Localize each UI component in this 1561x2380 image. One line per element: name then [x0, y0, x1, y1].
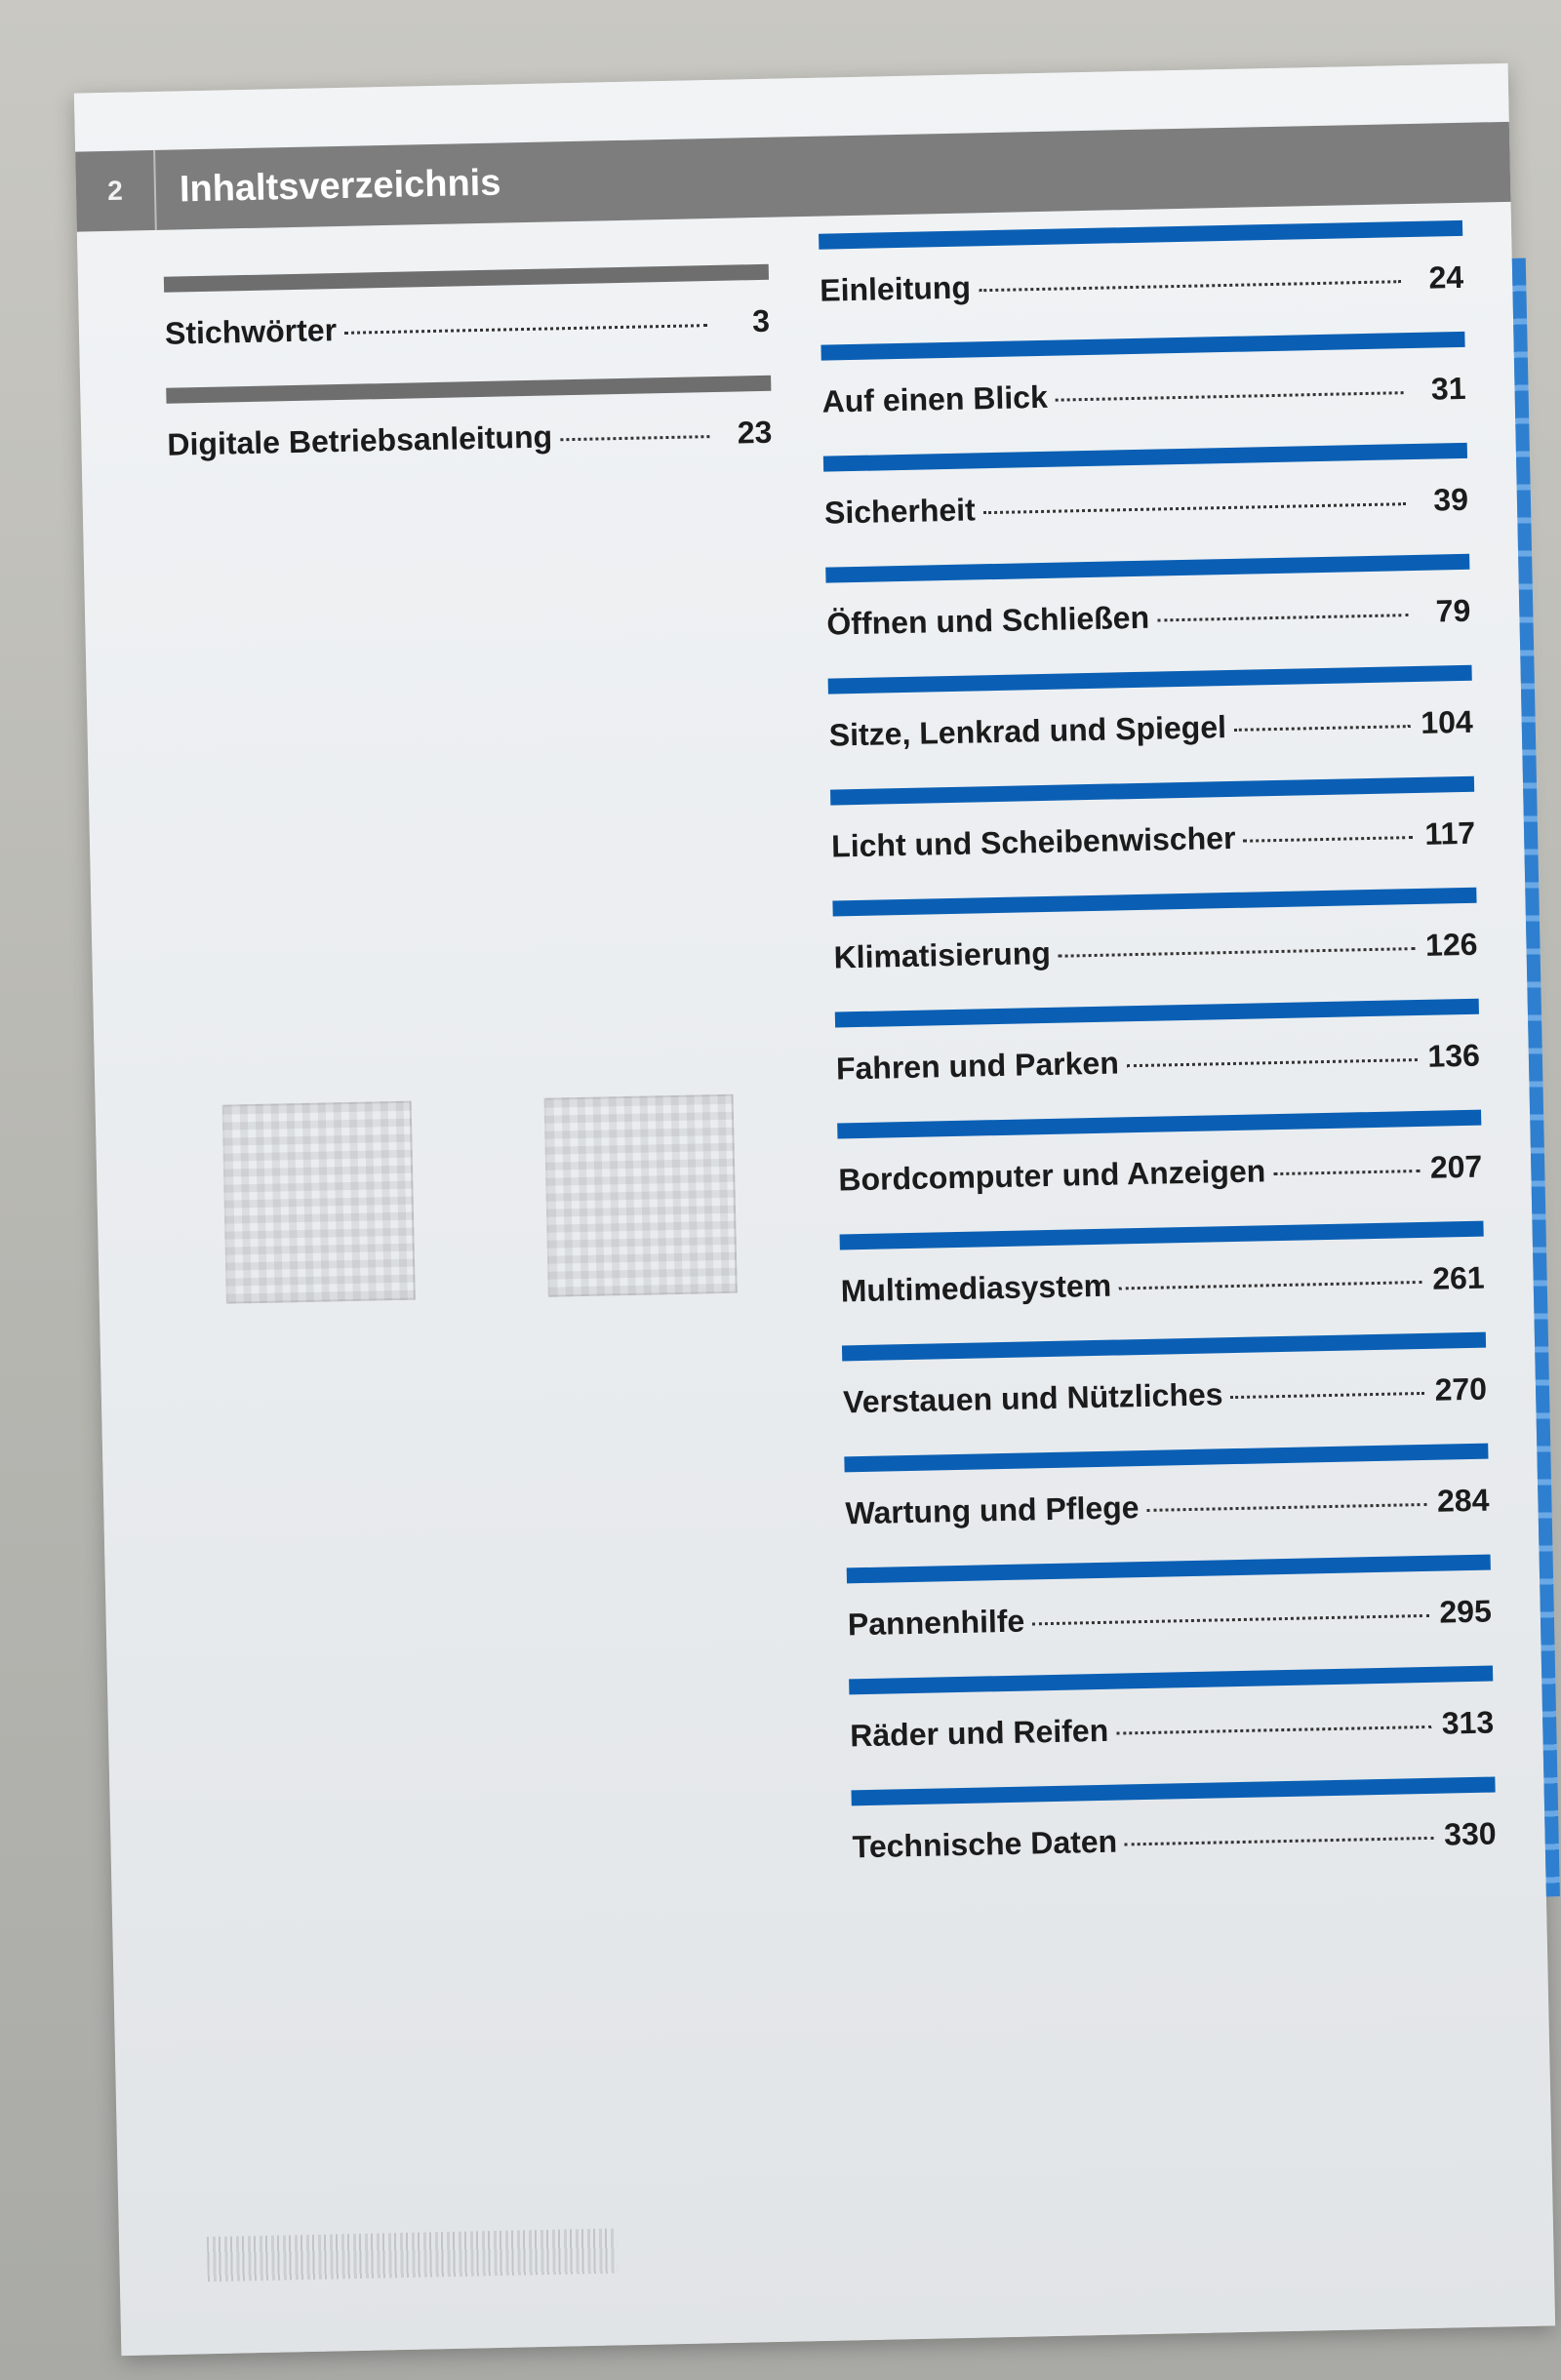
toc-right-column [819, 220, 1498, 1901]
toc-entry-page: 270 [1434, 1370, 1488, 1408]
toc-entry-page: 136 [1427, 1037, 1481, 1074]
manual-page [74, 63, 1555, 2356]
leader-dots [1273, 1170, 1420, 1175]
toc-entry-label: Einleitung [819, 269, 972, 308]
toc-entry-page: 79 [1435, 592, 1471, 629]
toc-entry-label: Fahren und Parken [835, 1045, 1120, 1087]
toc-entry[interactable] [844, 1444, 1490, 1568]
toc-entry-label: Licht und Scheibenwischer [830, 819, 1236, 864]
leader-dots [983, 502, 1406, 514]
toc-entry-label: Bordcomputer und Anzeigen [837, 1153, 1266, 1198]
showthrough-qr-left [222, 1101, 416, 1304]
toc-left-column [164, 264, 774, 499]
toc-entry-label: Stichwörter [164, 312, 338, 351]
toc-entry[interactable] [851, 1777, 1497, 1902]
toc-entry[interactable] [837, 1110, 1483, 1235]
toc-entry[interactable] [825, 554, 1471, 679]
toc-entry[interactable] [166, 376, 773, 499]
toc-entry-label: Digitale Betriebsanleitung [167, 418, 553, 462]
toc-entry-page: 330 [1443, 1815, 1497, 1852]
leader-dots [1231, 1392, 1425, 1399]
toc-entry-page: 313 [1441, 1704, 1495, 1741]
toc-entry[interactable] [819, 220, 1464, 345]
toc-entry-label: Multimediasystem [840, 1267, 1112, 1309]
toc-entry-page: 284 [1436, 1482, 1490, 1519]
toc-entry-label: Auf einen Blick [821, 378, 1049, 419]
leader-dots [1127, 1058, 1418, 1067]
toc-entry-page: 207 [1429, 1148, 1483, 1185]
toc-entry-page: 24 [1428, 258, 1464, 296]
toc-entry-page: 23 [737, 414, 773, 451]
leader-dots [1059, 947, 1416, 958]
page-number: 2 [75, 150, 157, 232]
toc-entry[interactable] [849, 1666, 1495, 1791]
leader-dots [1056, 391, 1404, 401]
toc-entry-label: Wartung und Pflege [845, 1489, 1140, 1531]
leader-dots [979, 280, 1401, 292]
toc-entry-label: Sitze, Lenkrad und Spiegel [828, 709, 1227, 753]
toc-entry-page: 126 [1424, 926, 1478, 963]
toc-entry-page: 261 [1431, 1259, 1485, 1296]
toc-entry[interactable] [840, 1221, 1486, 1346]
toc-entry-page: 295 [1439, 1593, 1493, 1630]
leader-dots [1157, 614, 1408, 621]
leader-dots [1116, 1726, 1431, 1735]
toc-entry[interactable] [832, 888, 1478, 1012]
showthrough-barcode [207, 2228, 618, 2281]
toc-entry[interactable] [823, 443, 1469, 568]
toc-entry[interactable] [830, 776, 1476, 901]
toc-entry-page: 31 [1430, 370, 1466, 407]
toc-entry-label: Verstauen und Nützliches [842, 1376, 1223, 1420]
leader-dots [560, 435, 709, 441]
toc-entry[interactable] [828, 665, 1474, 790]
section-bar [164, 264, 769, 293]
section-bar [819, 220, 1462, 250]
toc-entry-label: Räder und Reifen [849, 1712, 1109, 1754]
leader-dots [1032, 1614, 1429, 1626]
leader-dots [344, 324, 707, 335]
toc-entry-label: Öffnen und Schließen [826, 599, 1150, 642]
showthrough-qr-right [544, 1094, 738, 1297]
toc-entry-label: Pannenhilfe [847, 1603, 1025, 1643]
toc-entry-label: Sicherheit [823, 492, 977, 531]
toc-entry-page: 104 [1420, 703, 1474, 740]
page-header [75, 122, 1510, 232]
leader-dots [1119, 1281, 1422, 1290]
toc-entry-page: 3 [751, 302, 771, 339]
toc-entry[interactable] [842, 1332, 1488, 1457]
toc-entry[interactable] [821, 332, 1466, 456]
toc-entry[interactable] [835, 999, 1481, 1124]
leader-dots [1234, 725, 1411, 732]
toc-entry[interactable] [164, 264, 771, 388]
toc-entry-page: 39 [1432, 481, 1469, 518]
toc-entry-label: Klimatisierung [833, 934, 1052, 975]
page-title: Inhaltsverzeichnis [179, 162, 501, 211]
leader-dots [1125, 1837, 1434, 1846]
toc-entry-label: Technische Daten [852, 1823, 1118, 1865]
leader-dots [1147, 1503, 1427, 1512]
leader-dots [1243, 836, 1413, 843]
toc-entry[interactable] [847, 1555, 1493, 1680]
toc-entry-page: 117 [1424, 814, 1476, 852]
